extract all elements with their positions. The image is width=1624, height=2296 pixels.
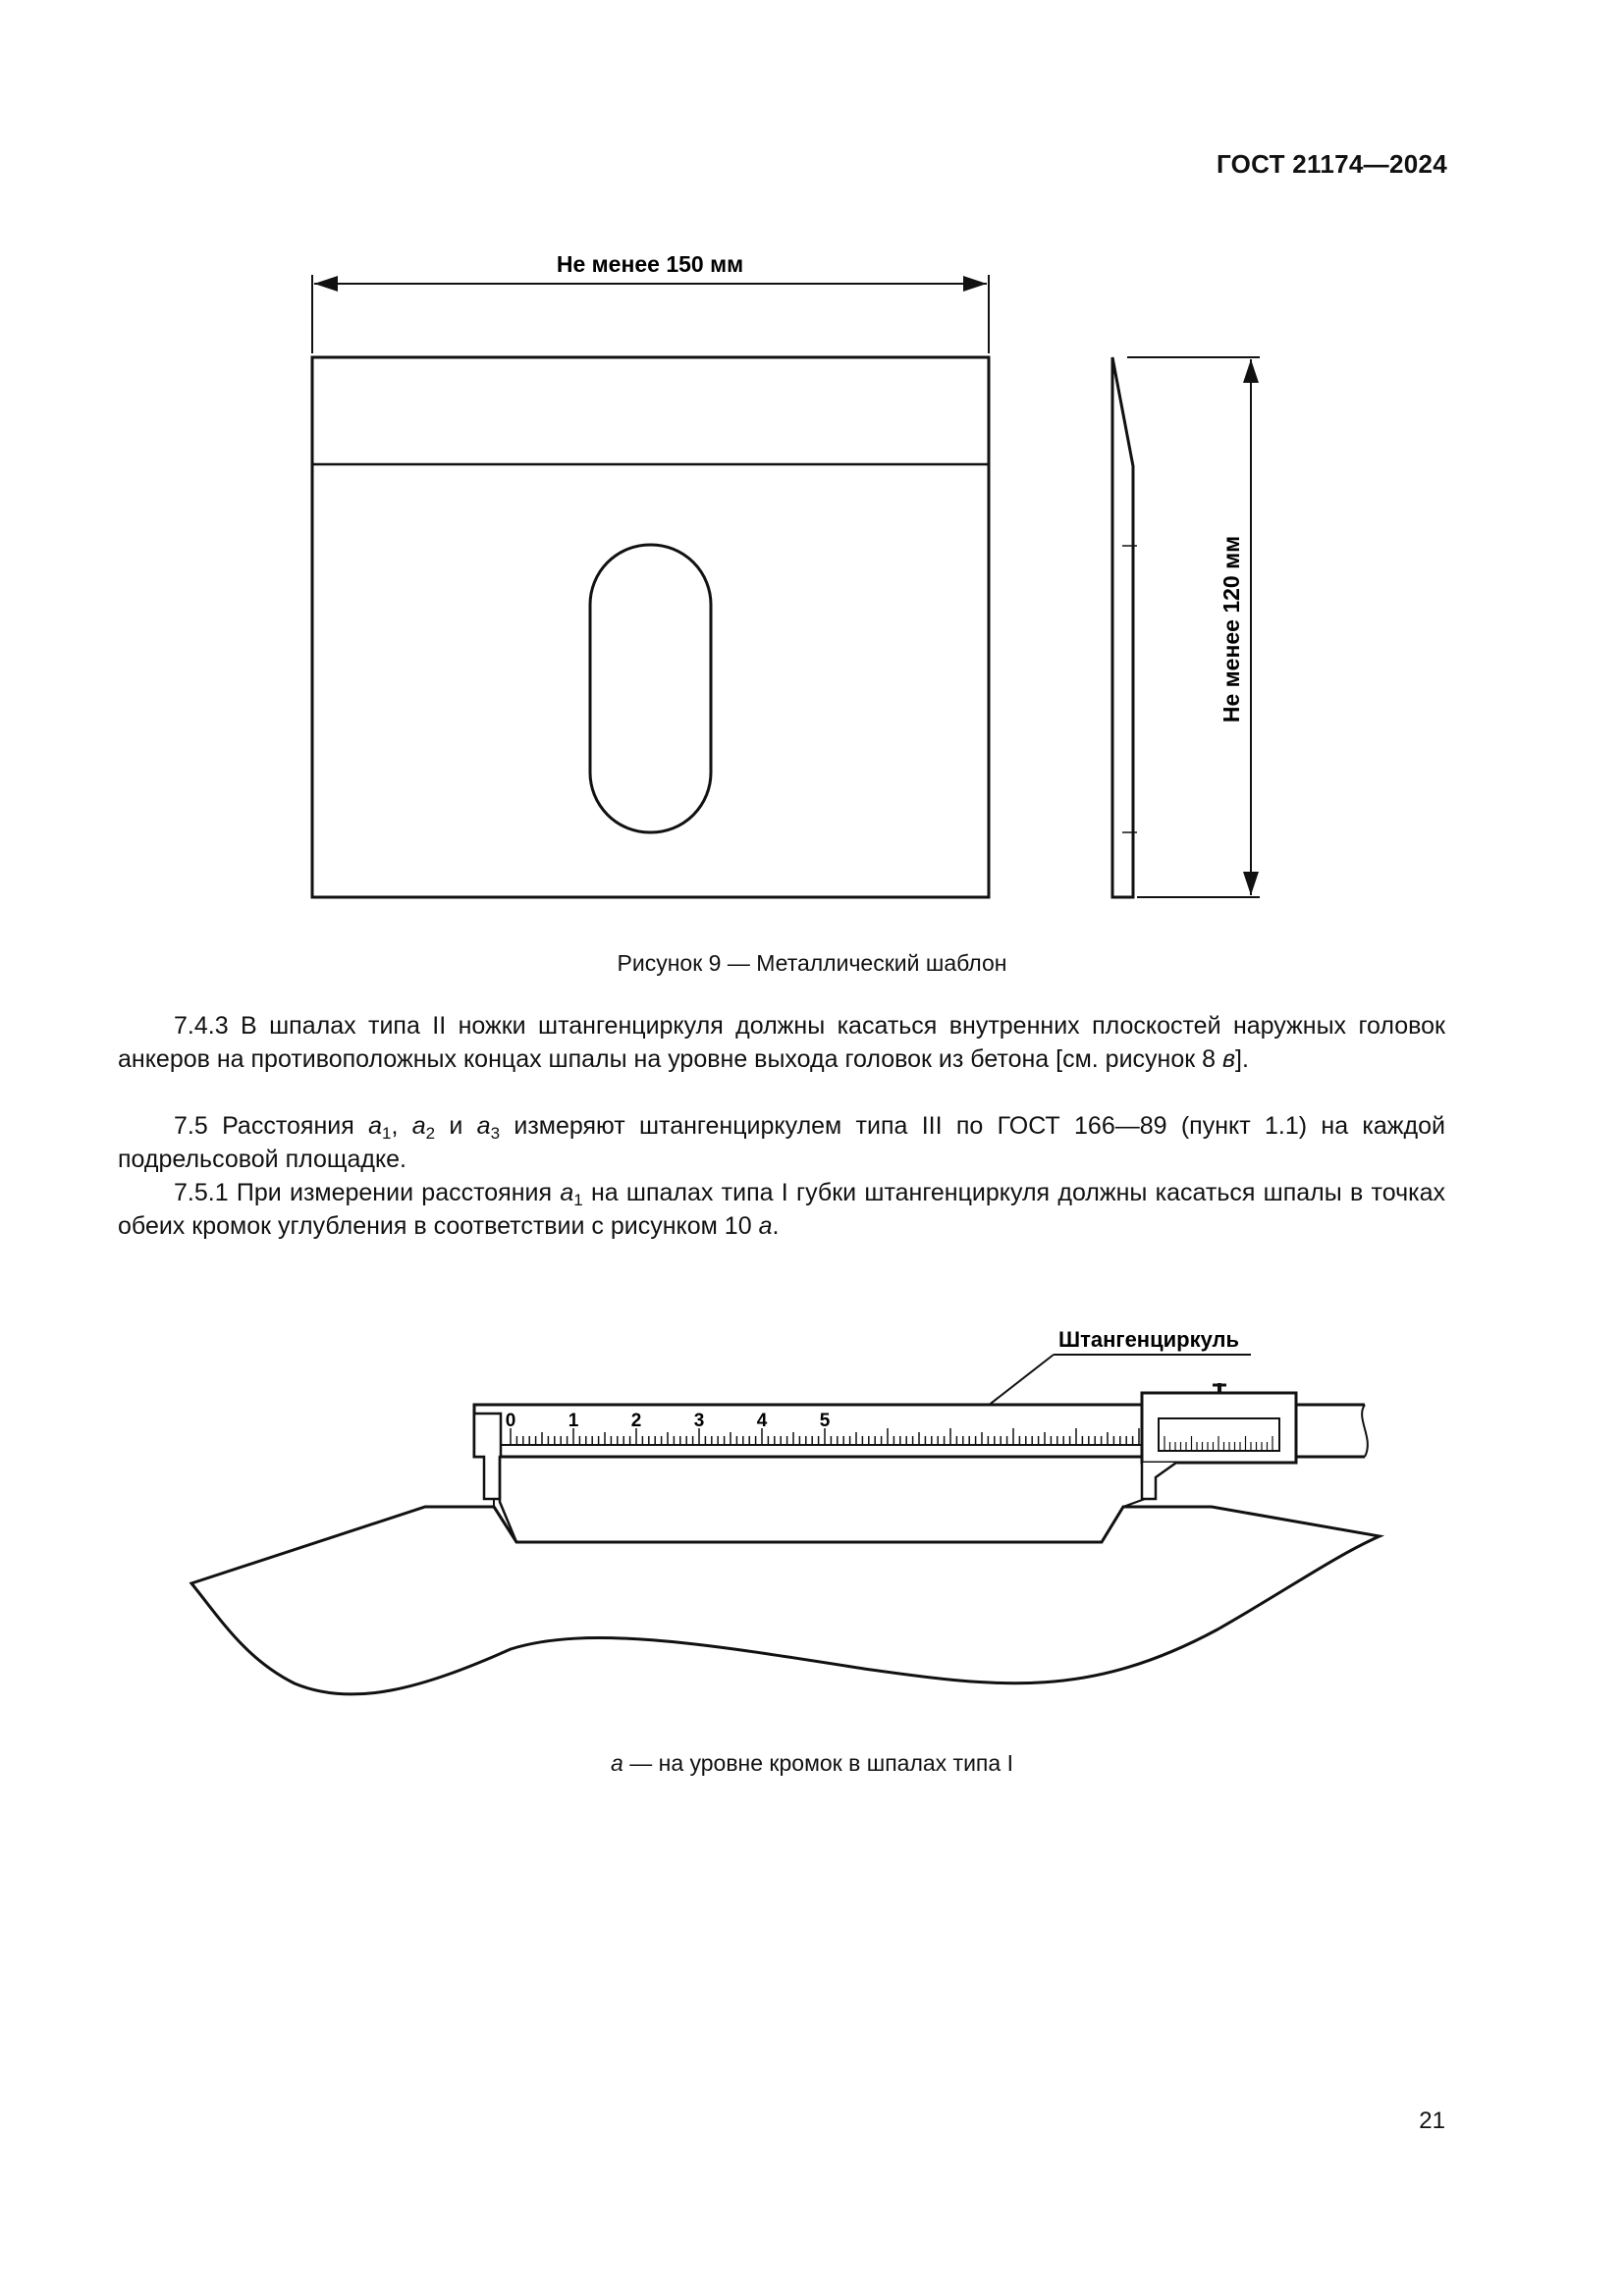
caliper-callout-label: Штангенциркуль bbox=[1058, 1327, 1240, 1352]
page-number: 21 bbox=[1419, 2108, 1445, 2134]
figure-reference: а bbox=[758, 1212, 773, 1240]
paragraph-number: 7.4.3 bbox=[174, 1012, 229, 1040]
scale-label: 4 bbox=[756, 1411, 768, 1431]
figure-10a-caption bbox=[0, 1750, 1624, 1777]
conjunction: и bbox=[435, 1112, 477, 1140]
scale-label: 2 bbox=[630, 1411, 642, 1431]
variable-a3: а bbox=[476, 1112, 491, 1140]
paragraph-text-cont: на шпалах типа I губки штангенциркуля должны касаться шпалы в точках обеих кромок углубления в соответствии с рисунком 10 bbox=[118, 1179, 1445, 1240]
paragraph-text: При измерении расстояния bbox=[236, 1179, 561, 1206]
scale-label: 5 bbox=[819, 1411, 831, 1431]
variable-a1: а bbox=[368, 1112, 382, 1140]
sleeper-body bbox=[191, 1507, 1380, 1694]
caption-variable: а bbox=[611, 1750, 623, 1776]
subscript-1: 1 bbox=[381, 1124, 392, 1143]
scale-label: 1 bbox=[568, 1411, 579, 1431]
figure-reference: в bbox=[1221, 1045, 1236, 1073]
paragraph-tail: ]. bbox=[1235, 1045, 1249, 1073]
paragraph-number: 7.5.1 bbox=[174, 1179, 229, 1206]
height-dimension-label: Не менее 120 мм bbox=[1218, 535, 1244, 723]
paragraph-number: 7.5 bbox=[174, 1112, 208, 1140]
subscript-3: 3 bbox=[490, 1124, 501, 1143]
variable-a1: а bbox=[560, 1179, 574, 1206]
variable-a2: а bbox=[411, 1112, 426, 1140]
scale-label: 3 bbox=[693, 1411, 705, 1431]
caliper-fixed-jaw bbox=[474, 1405, 501, 1499]
paragraph-text-cont: измеряют штангенциркулем типа III по ГОСТ 166—89 (пункт 1.1) на каждой подрельсовой площадке. bbox=[118, 1112, 1445, 1173]
subscript-1: 1 bbox=[573, 1191, 583, 1209]
paragraph-text: Расстояния bbox=[222, 1112, 369, 1140]
paragraph-tail: . bbox=[772, 1212, 780, 1240]
paragraph-7-5: 7.5 Расстояния $а_1$, $а_2$ и $а_3$ измеряют штангенциркулем типа III по ГОСТ 166—89 (пункт 1.1) на каждой подрельсовой площадке. bbox=[118, 1112, 1445, 1173]
document-header: ГОСТ 21174—2024 bbox=[1216, 149, 1447, 179]
scale-label: 0 bbox=[505, 1411, 516, 1431]
figure-9-caption: Рисунок 9 — Металлический шаблон bbox=[617, 950, 1007, 976]
paragraph-text: В шпалах типа II ножки штангенциркуля должны касаться внутренних плоскостей наружных головок анкеров на противоположных концах шпалы на уровне выхода головок из бетона [см. рисунок 8 bbox=[118, 1012, 1445, 1073]
width-dimension-label: Не менее 150 мм bbox=[556, 251, 744, 277]
caption-text: — на уровне кромок в шпалах типа I bbox=[623, 1750, 1013, 1776]
caliper-moving-jaw bbox=[1142, 1463, 1176, 1499]
caliper-beam-break bbox=[1362, 1405, 1368, 1457]
subscript-2: 2 bbox=[425, 1124, 436, 1143]
